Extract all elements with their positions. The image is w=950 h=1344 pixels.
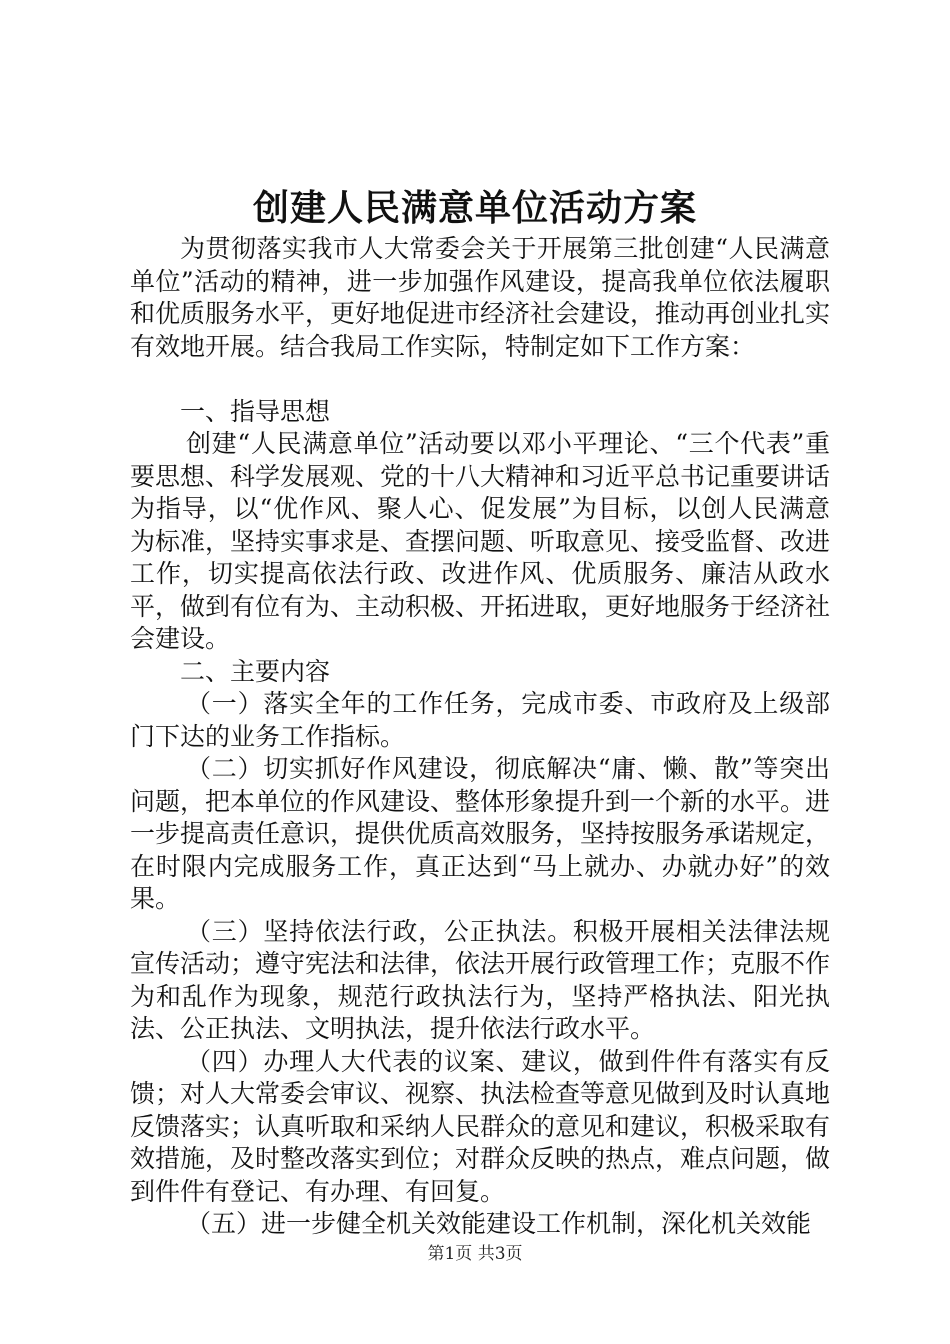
document-body — [130, 233, 830, 1241]
guiding-thought-paragraph: 创建“人民满意单位”活动要以邓小平理论、“三个代表”重要思想、科学发展观、党的十八大精神和习近平总书记重要讲话为指导，以“优作风、聚人心、促发展”为目标，以创人民满意为标准，坚持实事求是、查摆问题、听取意见、接受监督、改进工作，切实提高依法行政、改进作风、优质服务、廉洁从政水平，做到有位有为、主动积极、开拓进取，更好地服务于经济社会建设。 — [130, 429, 831, 653]
page-number-footer: 第1页 共3页 — [427, 1244, 523, 1264]
content-item-2: （二）切实抓好作风建设，彻底解决“庸、懒、散”等突出问题，把本单位的作风建设、整体形象提升到一个新的水平。进一步提高责任意识，提供优质高效服务，坚持按服务承诺规定，在时限内完成服务工作，真正达到“马上就办、办就办好”的效果。 — [130, 754, 831, 913]
content-item-4: （四）办理人大代表的议案、建议，做到件件有落实有反馈；对人大常委会审议、视察、执法检查等意见做到及时认真地反馈落实；认真听取和采纳人民群众的意见和建议，积极采取有效措施，及时整改落实到位；对群众反映的热点，难点问题，做到件件有登记、有办理、有回复。 — [130, 1046, 831, 1206]
content-item-5: （五）进一步健全机关效能建设工作机制，深化机关效能 — [186, 1209, 812, 1238]
content-item-1: （一）落实全年的工作任务，完成市委、市政府及上级部门下达的业务工作指标。 — [130, 689, 830, 751]
section-heading-main-content: 二、主要内容 — [180, 656, 331, 686]
section-heading-guiding-thought: 一、指导思想 — [180, 396, 331, 426]
content-item-3: （三）坚持依法行政，公正执法。积极开展相关法律法规宣传活动；遵守宪法和法律，依法开展行政管理工作；克服不作为和乱作为现象，规范行政执法行为，坚持严格执法、阳光执法、公正执法、文明执法，提升依法行政水平。 — [130, 916, 831, 1043]
intro-paragraph: 为贯彻落实我市人大常委会关于开展第三批创建“人民满意单位”活动的精神，进一步加强作风建设，提高我单位依法履职和优质服务水平，更好地促进市经济社会建设，推动再创业扎实有效地开展。结合我局工作实际，特制定如下工作方案： — [130, 234, 831, 361]
document-title: 创建人民满意单位活动方案 — [252, 187, 697, 229]
